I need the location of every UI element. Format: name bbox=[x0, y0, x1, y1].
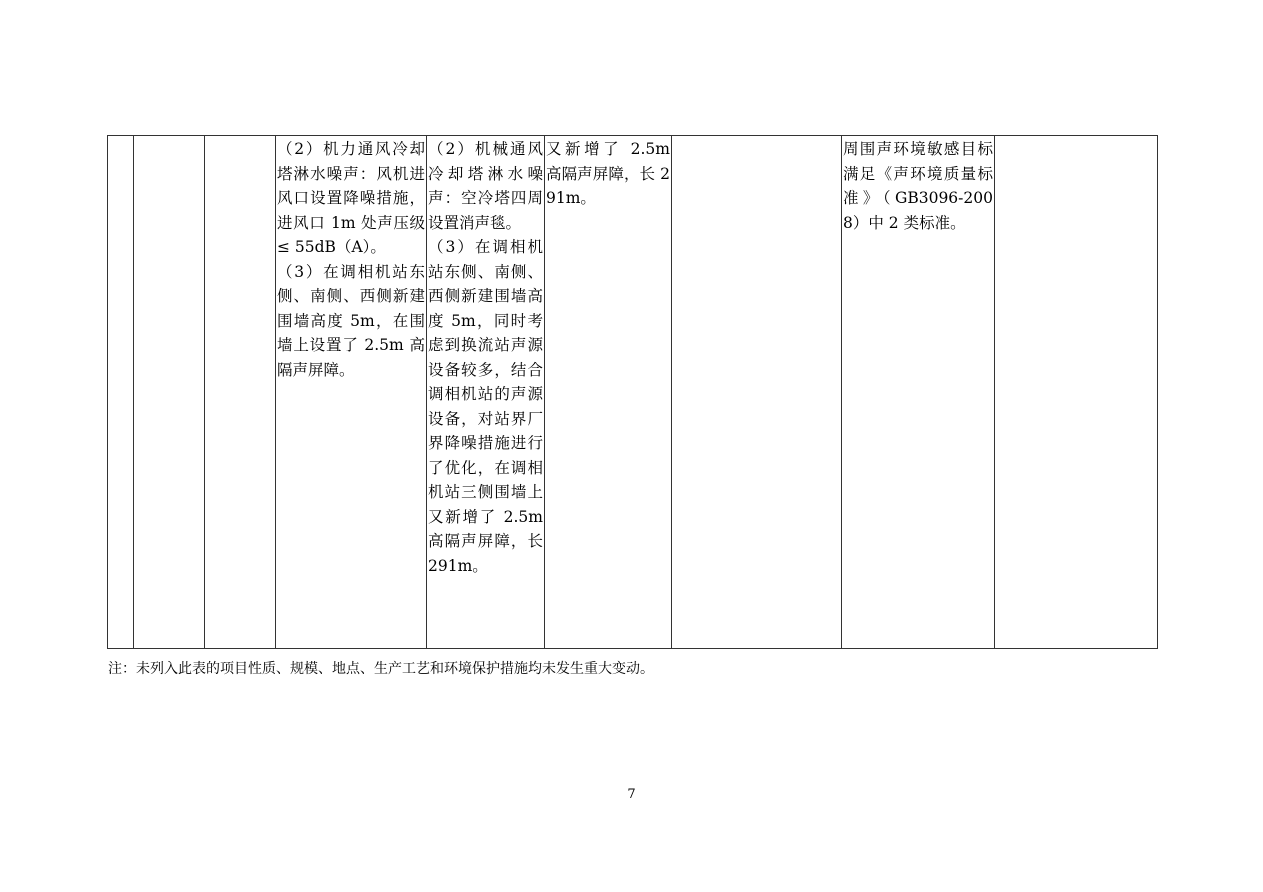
table-cell-actual-measures bbox=[427, 136, 545, 649]
page-number: 7 bbox=[627, 787, 636, 802]
changes-text bbox=[545, 136, 671, 211]
table-footnote: 注：未列入此表的项目性质、规模、地点、生产工艺和环境保护措施均未发生重大变动。 bbox=[108, 661, 654, 677]
eia-measure-2: （2）机力通风冷却塔淋水噪声：风机进风口设置降噪措施，进风口 1m 处声压级 ≤ 55dB（A）。 bbox=[277, 140, 425, 256]
effect-text bbox=[842, 136, 994, 235]
actual-measure-2: （2）机械通风冷却塔淋水噪声：空冷塔四周设置消声毯。 bbox=[428, 140, 543, 232]
table-cell-changes bbox=[545, 136, 672, 649]
eia-measures-text bbox=[276, 136, 426, 382]
table-cell-effect bbox=[842, 136, 995, 649]
table-cell-conclusion bbox=[995, 136, 1158, 649]
change-item: 又新增了 2.5m 高隔声屏障，长 291m。 bbox=[546, 140, 670, 207]
actual-measure-3: （3）在调相机站东侧、南侧、西侧新建围墙高度 5m，同时考虑到换流站声源设备较多，结合调相机站的声源设备，对站界厂界降噪措施进行了优化，在调相机站三侧围墙上又新增了 2.5m 高隔声屏障，长 291m。 bbox=[428, 238, 543, 575]
table-cell-category bbox=[134, 136, 205, 649]
table-row bbox=[108, 136, 1158, 649]
measures-table bbox=[107, 135, 1158, 649]
table-cell-eia-measures bbox=[276, 136, 427, 649]
table-cell-reason bbox=[672, 136, 842, 649]
eia-measure-3: （3）在调相机站东侧、南侧、西侧新建围墙高度 5m，在围墙上设置了 2.5m 高隔声屏障。 bbox=[277, 262, 425, 379]
effect-item: 周围声环境敏感目标满足《声环境质量标准》（GB3096-2008）中 2 类标准。 bbox=[843, 140, 993, 232]
actual-measures-text bbox=[427, 136, 544, 578]
table-cell-index bbox=[108, 136, 134, 649]
table-cell-item bbox=[205, 136, 276, 649]
